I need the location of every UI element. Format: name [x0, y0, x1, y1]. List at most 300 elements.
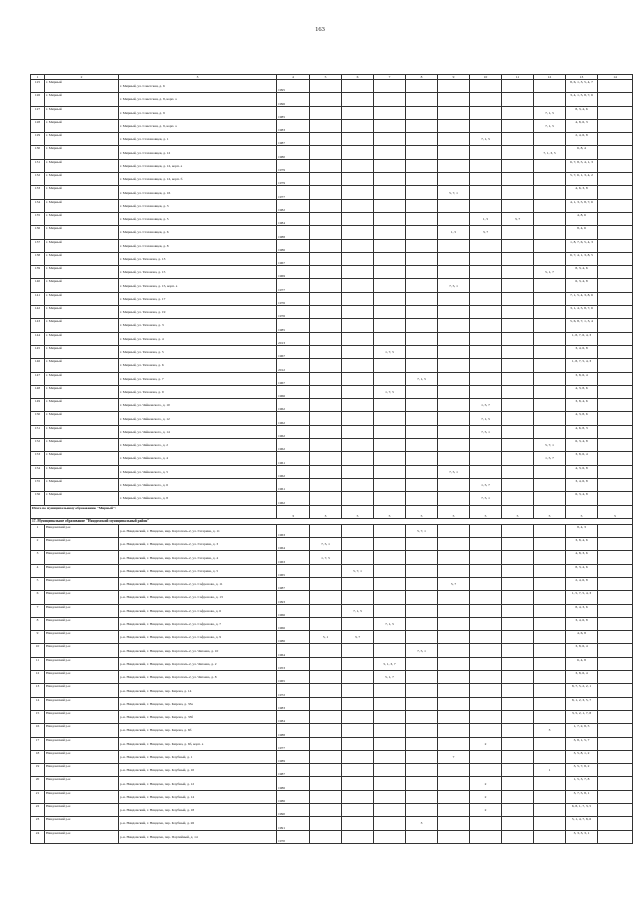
- schedule-cell: [406, 359, 438, 372]
- settlement-name: г. Мирный: [45, 80, 119, 93]
- schedule-cell: [534, 617, 566, 630]
- table-row: [31, 604, 633, 617]
- schedule-cell: [534, 684, 566, 697]
- schedule-cell: 3, 8, 6, 4: [566, 644, 598, 657]
- schedule-cell: [438, 385, 470, 398]
- schedule-cell: [438, 199, 470, 212]
- schedule-cell: [374, 524, 406, 537]
- schedule-cell: [342, 577, 374, 590]
- schedule-cell: 2: [470, 790, 502, 803]
- row-number: 5: [31, 577, 45, 590]
- schedule-cell: [534, 644, 566, 657]
- schedule-cell: [342, 239, 374, 252]
- row-number: 144: [31, 332, 45, 345]
- schedule-cell: [438, 239, 470, 252]
- schedule-cell: [310, 804, 342, 817]
- schedule-cell: 3, 3, 3, 3, 1: [566, 830, 598, 843]
- schedule-cell: [534, 239, 566, 252]
- schedule-cell: [502, 159, 534, 172]
- schedule-cell: [598, 492, 633, 505]
- schedule-cell: [310, 617, 342, 630]
- year-built: 1979: [277, 159, 310, 172]
- schedule-cell: [310, 697, 342, 710]
- year-built: 1987: [277, 133, 310, 146]
- year-built: 1989: [277, 750, 310, 763]
- settlement-name: Няндомский р-н: [45, 764, 119, 777]
- year-built: 1986: [277, 631, 310, 644]
- schedule-cell: [406, 159, 438, 172]
- settlement-name: г. Мирный: [45, 146, 119, 159]
- schedule-cell: [534, 551, 566, 564]
- year-built: 1986: [277, 790, 310, 803]
- table-row: [31, 671, 633, 684]
- address: г. Мирный, ул. Тихонова, д. 4: [119, 332, 277, 345]
- schedule-cell: 7, 5, 1: [438, 465, 470, 478]
- schedule-cell: [310, 372, 342, 385]
- address: р-н. Няндомский, г. Няндома, мкр. Каргополь-2, ул. Чапаева, д. 10: [119, 644, 277, 657]
- schedule-cell: [470, 252, 502, 265]
- schedule-cell: [502, 385, 534, 398]
- schedule-cell: [598, 524, 633, 537]
- address: р-н. Няндомский, г. Няндома, мкр. Каргополь-2, ул. Гагарина, д. 4: [119, 551, 277, 564]
- schedule-cell: [310, 764, 342, 777]
- schedule-cell: [598, 412, 633, 425]
- schedule-cell: [406, 684, 438, 697]
- schedule-cell: [374, 106, 406, 119]
- schedule-cell: [406, 804, 438, 817]
- settlement-name: г. Мирный: [45, 186, 119, 199]
- year-built: 1953: [277, 657, 310, 670]
- settlement-name: г. Мирный: [45, 385, 119, 398]
- schedule-cell: [470, 465, 502, 478]
- address: р-н. Няндомский, г. Няндома, пер. Кирова, д. 6б, корп. а: [119, 737, 277, 750]
- row-number: 130: [31, 146, 45, 159]
- schedule-cell: [534, 804, 566, 817]
- year-built: 1963: [277, 551, 310, 564]
- row-number: 150: [31, 412, 45, 425]
- schedule-cell: 4, 8, 6: [566, 212, 598, 225]
- schedule-cell: [502, 631, 534, 644]
- address: г. Мирный, ул. Тихонова, д. 7: [119, 372, 277, 385]
- schedule-cell: [470, 538, 502, 551]
- schedule-cell: [502, 710, 534, 723]
- schedule-cell: [310, 252, 342, 265]
- schedule-cell: [534, 750, 566, 763]
- table-row: [31, 332, 633, 345]
- schedule-cell: [406, 119, 438, 132]
- schedule-cell: [598, 292, 633, 305]
- schedule-cell: [342, 524, 374, 537]
- address: г. Мирный, ул. Чайковского, д. 14: [119, 425, 277, 438]
- schedule-cell: [374, 146, 406, 159]
- schedule-cell: [310, 425, 342, 438]
- schedule-cell: 7, 1, 5: [534, 119, 566, 132]
- schedule-cell: [310, 452, 342, 465]
- schedule-cell: 4, 6, 3, 8: [566, 186, 598, 199]
- schedule-cell: [598, 577, 633, 590]
- column-number-header: 8: [406, 75, 438, 80]
- schedule-cell: [406, 239, 438, 252]
- schedule-cell: [502, 538, 534, 551]
- address: г. Мирный, ул. Стахановцев, д. 12, корп. б: [119, 173, 277, 186]
- address: г. Мирный, ул. Стахановцев, д. 16: [119, 186, 277, 199]
- schedule-cell: [342, 133, 374, 146]
- schedule-cell: [502, 345, 534, 358]
- settlement-name: г. Мирный: [45, 332, 119, 345]
- table-row: [31, 644, 633, 657]
- schedule-cell: [310, 239, 342, 252]
- settlement-name: Няндомский р-н: [45, 777, 119, 790]
- schedule-cell: 8, 3, 4, 6: [566, 266, 598, 279]
- total-value: 3: [310, 505, 342, 518]
- row-number: 19: [31, 764, 45, 777]
- schedule-cell: [470, 710, 502, 723]
- schedule-cell: [470, 817, 502, 830]
- schedule-cell: 5, 1, 3, 7: [374, 657, 406, 670]
- schedule-cell: [598, 385, 633, 398]
- schedule-cell: [470, 439, 502, 452]
- schedule-cell: 1, 7, 5: [374, 385, 406, 398]
- schedule-cell: [342, 737, 374, 750]
- schedule-cell: [310, 577, 342, 590]
- schedule-cell: [502, 252, 534, 265]
- schedule-cell: 3, 1, 4, 5, 8, 7, 6: [566, 306, 598, 319]
- schedule-cell: [374, 133, 406, 146]
- schedule-cell: 5, 1: [310, 631, 342, 644]
- schedule-cell: [470, 452, 502, 465]
- schedule-cell: [502, 292, 534, 305]
- schedule-cell: [406, 266, 438, 279]
- schedule-cell: 2, 4, 6, 8: [566, 133, 598, 146]
- schedule-cell: [406, 385, 438, 398]
- schedule-cell: [598, 372, 633, 385]
- schedule-cell: [374, 332, 406, 345]
- year-built: 1962: [277, 399, 310, 412]
- schedule-cell: [438, 292, 470, 305]
- table-row: [31, 266, 633, 279]
- schedule-cell: [502, 372, 534, 385]
- schedule-cell: [598, 119, 633, 132]
- schedule-cell: [310, 657, 342, 670]
- schedule-cell: 5, 7, 1: [406, 524, 438, 537]
- schedule-cell: [342, 478, 374, 491]
- schedule-cell: 6, 3, 4, 8: [566, 439, 598, 452]
- schedule-cell: [374, 399, 406, 412]
- row-number: 131: [31, 159, 45, 172]
- address: г. Мирный, ул. Тихонова, д. 19: [119, 306, 277, 319]
- row-number: 15: [31, 710, 45, 723]
- settlement-name: Няндомский р-н: [45, 538, 119, 551]
- row-number: 17: [31, 737, 45, 750]
- schedule-cell: [374, 159, 406, 172]
- row-number: 126: [31, 93, 45, 106]
- year-built: 1961: [277, 452, 310, 465]
- schedule-cell: [470, 372, 502, 385]
- address: г. Мирный, ул. Стахановцев, д. 8: [119, 239, 277, 252]
- schedule-cell: 5, 1, 4, 7, 8, 6: [566, 817, 598, 830]
- schedule-cell: 7, 5, 1: [470, 492, 502, 505]
- schedule-cell: 8, 1, 2, 3, 5, 7: [566, 697, 598, 710]
- schedule-cell: [470, 292, 502, 305]
- schedule-cell: [534, 591, 566, 604]
- schedule-cell: 3, 8, 4, 6: [566, 538, 598, 551]
- schedule-cell: [342, 804, 374, 817]
- row-number: 154: [31, 465, 45, 478]
- schedule-cell: [342, 159, 374, 172]
- schedule-cell: [374, 359, 406, 372]
- address: г. Мирный, ул. Советская, д. 8, корп. а: [119, 93, 277, 106]
- schedule-cell: 1, 5, 7, 5, 4, 3: [566, 591, 598, 604]
- table-row: [31, 591, 633, 604]
- schedule-cell: 7, 1, 5: [534, 106, 566, 119]
- schedule-cell: 1, 7, 5: [310, 551, 342, 564]
- register-table-body: [31, 75, 633, 844]
- schedule-cell: [342, 212, 374, 225]
- row-number: 20: [31, 777, 45, 790]
- schedule-cell: 4, 3, 8, 6: [566, 412, 598, 425]
- schedule-cell: [310, 266, 342, 279]
- column-number-header: 12: [534, 75, 566, 80]
- schedule-cell: [310, 399, 342, 412]
- schedule-cell: [438, 319, 470, 332]
- schedule-cell: [374, 817, 406, 830]
- schedule-cell: [342, 777, 374, 790]
- settlement-name: г. Мирный: [45, 345, 119, 358]
- schedule-cell: [470, 106, 502, 119]
- row-number: 14: [31, 697, 45, 710]
- address: р-н. Няндомский, г. Няндома, пер. Клубный, д. 26: [119, 817, 277, 830]
- schedule-cell: [598, 306, 633, 319]
- schedule-cell: [342, 252, 374, 265]
- schedule-cell: [310, 524, 342, 537]
- settlement-name: г. Мирный: [45, 212, 119, 225]
- year-built: 2012: [277, 359, 310, 372]
- schedule-cell: [502, 604, 534, 617]
- schedule-cell: [438, 266, 470, 279]
- schedule-cell: [470, 359, 502, 372]
- column-number-header: 3: [119, 75, 277, 80]
- year-built: 1967: [277, 345, 310, 358]
- schedule-cell: [406, 564, 438, 577]
- address: г. Мирный, ул. Тихонова, д. 17: [119, 292, 277, 305]
- schedule-cell: [502, 119, 534, 132]
- schedule-cell: [342, 106, 374, 119]
- schedule-cell: [502, 465, 534, 478]
- schedule-cell: [438, 439, 470, 452]
- schedule-cell: [502, 764, 534, 777]
- year-built: 1985: [277, 106, 310, 119]
- schedule-cell: [470, 239, 502, 252]
- schedule-cell: [470, 319, 502, 332]
- column-number-header: 9: [438, 75, 470, 80]
- row-number: 1: [31, 524, 45, 537]
- row-number: 13: [31, 684, 45, 697]
- schedule-cell: 5, 7, 1: [438, 186, 470, 199]
- schedule-cell: 8, 3, 4, 6: [566, 564, 598, 577]
- column-number-header: 13: [566, 75, 598, 80]
- schedule-cell: [470, 345, 502, 358]
- schedule-cell: [374, 425, 406, 438]
- total-value: 5: [470, 505, 502, 518]
- schedule-cell: [438, 399, 470, 412]
- schedule-cell: [470, 591, 502, 604]
- schedule-cell: [470, 93, 502, 106]
- table-row: [31, 292, 633, 305]
- schedule-cell: [502, 777, 534, 790]
- column-number-header: 5: [310, 75, 342, 80]
- schedule-cell: [310, 345, 342, 358]
- schedule-cell: [406, 226, 438, 239]
- table-row: [31, 385, 633, 398]
- address: г. Мирный, ул. Стахановцев, д. 12, корп. а: [119, 159, 277, 172]
- schedule-cell: [598, 684, 633, 697]
- schedule-cell: 7, 1, 3, 5: [534, 146, 566, 159]
- schedule-cell: [406, 412, 438, 425]
- schedule-cell: [598, 617, 633, 630]
- schedule-cell: [406, 710, 438, 723]
- year-built: 1980: [277, 146, 310, 159]
- address: г. Мирный, ул. Тихонова, д. 15, корп. а: [119, 279, 277, 292]
- year-built: 1976: [277, 306, 310, 319]
- schedule-cell: [598, 631, 633, 644]
- schedule-cell: [598, 252, 633, 265]
- schedule-cell: [374, 697, 406, 710]
- settlement-name: г. Мирный: [45, 319, 119, 332]
- schedule-cell: [342, 292, 374, 305]
- schedule-cell: [470, 617, 502, 630]
- year-built: 1988: [277, 226, 310, 239]
- schedule-cell: [374, 750, 406, 763]
- year-built: 1967: [277, 252, 310, 265]
- schedule-cell: [502, 412, 534, 425]
- schedule-cell: 6, 7, 8, 5, 4, 1, 3: [566, 159, 598, 172]
- schedule-cell: [502, 133, 534, 146]
- settlement-name: г. Мирный: [45, 306, 119, 319]
- schedule-cell: [438, 372, 470, 385]
- row-number: 145: [31, 345, 45, 358]
- schedule-cell: [438, 697, 470, 710]
- table-row: [31, 657, 633, 670]
- schedule-cell: [502, 186, 534, 199]
- schedule-cell: [406, 671, 438, 684]
- schedule-cell: [374, 764, 406, 777]
- schedule-cell: [374, 724, 406, 737]
- schedule-cell: [598, 478, 633, 491]
- schedule-cell: [342, 551, 374, 564]
- settlement-name: г. Мирный: [45, 425, 119, 438]
- schedule-cell: [534, 345, 566, 358]
- address: г. Мирный, ул. Стахановцев, д. 6: [119, 226, 277, 239]
- schedule-cell: [342, 119, 374, 132]
- schedule-cell: [310, 199, 342, 212]
- year-built: 1977: [277, 279, 310, 292]
- table-row: [31, 359, 633, 372]
- year-built: 1984: [277, 212, 310, 225]
- year-built: 1970: [277, 830, 310, 843]
- year-built: 1979: [277, 173, 310, 186]
- settlement-name: Няндомский р-н: [45, 591, 119, 604]
- schedule-cell: [502, 80, 534, 93]
- settlement-name: Няндомский р-н: [45, 684, 119, 697]
- schedule-cell: [470, 724, 502, 737]
- schedule-cell: [342, 657, 374, 670]
- settlement-name: г. Мирный: [45, 279, 119, 292]
- schedule-cell: [438, 80, 470, 93]
- schedule-cell: [534, 412, 566, 425]
- row-number: 16: [31, 724, 45, 737]
- table-row: [31, 764, 633, 777]
- table-row: [31, 830, 633, 843]
- schedule-cell: [598, 106, 633, 119]
- schedule-cell: [534, 399, 566, 412]
- schedule-cell: [502, 306, 534, 319]
- schedule-cell: [374, 173, 406, 186]
- schedule-cell: [502, 724, 534, 737]
- schedule-cell: [598, 804, 633, 817]
- schedule-cell: [598, 173, 633, 186]
- year-built: 1966: [277, 604, 310, 617]
- schedule-cell: [310, 332, 342, 345]
- column-number-header: 14: [598, 75, 633, 80]
- settlement-name: г. Мирный: [45, 239, 119, 252]
- schedule-cell: 4, 3, 8, 6: [566, 385, 598, 398]
- row-number: 156: [31, 492, 45, 505]
- settlement-name: г. Мирный: [45, 292, 119, 305]
- schedule-cell: [534, 830, 566, 843]
- table-row: [31, 777, 633, 790]
- schedule-cell: [502, 551, 534, 564]
- address: р-н. Няндомский, г. Няндома, мкр. Каргополь-2, ул. Гагарина, д. 5: [119, 564, 277, 577]
- row-number: 138: [31, 252, 45, 265]
- schedule-cell: [406, 777, 438, 790]
- schedule-cell: [598, 657, 633, 670]
- year-built: 2013: [277, 332, 310, 345]
- schedule-cell: [374, 212, 406, 225]
- schedule-cell: [438, 777, 470, 790]
- schedule-cell: [342, 93, 374, 106]
- row-number: 135: [31, 212, 45, 225]
- schedule-cell: [598, 724, 633, 737]
- schedule-cell: [438, 817, 470, 830]
- schedule-cell: [406, 345, 438, 358]
- table-row: [31, 737, 633, 750]
- schedule-cell: [598, 750, 633, 763]
- schedule-cell: [470, 564, 502, 577]
- schedule-cell: [598, 332, 633, 345]
- schedule-cell: [598, 425, 633, 438]
- schedule-cell: [342, 146, 374, 159]
- schedule-cell: [438, 412, 470, 425]
- table-row: [31, 452, 633, 465]
- table-row: [31, 93, 633, 106]
- schedule-cell: [598, 671, 633, 684]
- schedule-cell: 8, 4, 6: [566, 226, 598, 239]
- schedule-cell: [310, 173, 342, 186]
- table-row: [31, 631, 633, 644]
- schedule-cell: [406, 439, 438, 452]
- schedule-cell: [598, 146, 633, 159]
- table-row: [31, 478, 633, 491]
- year-built: 1962: [277, 439, 310, 452]
- table-row: [31, 252, 633, 265]
- schedule-cell: [342, 226, 374, 239]
- schedule-cell: [310, 671, 342, 684]
- schedule-cell: [406, 332, 438, 345]
- address: р-н. Няндомский, г. Няндома, мкр. Каргополь-2, ул. Сафронова, д. 6: [119, 604, 277, 617]
- schedule-cell: [470, 385, 502, 398]
- schedule-cell: 3, 5, 8, 1, 2: [566, 750, 598, 763]
- schedule-cell: [470, 764, 502, 777]
